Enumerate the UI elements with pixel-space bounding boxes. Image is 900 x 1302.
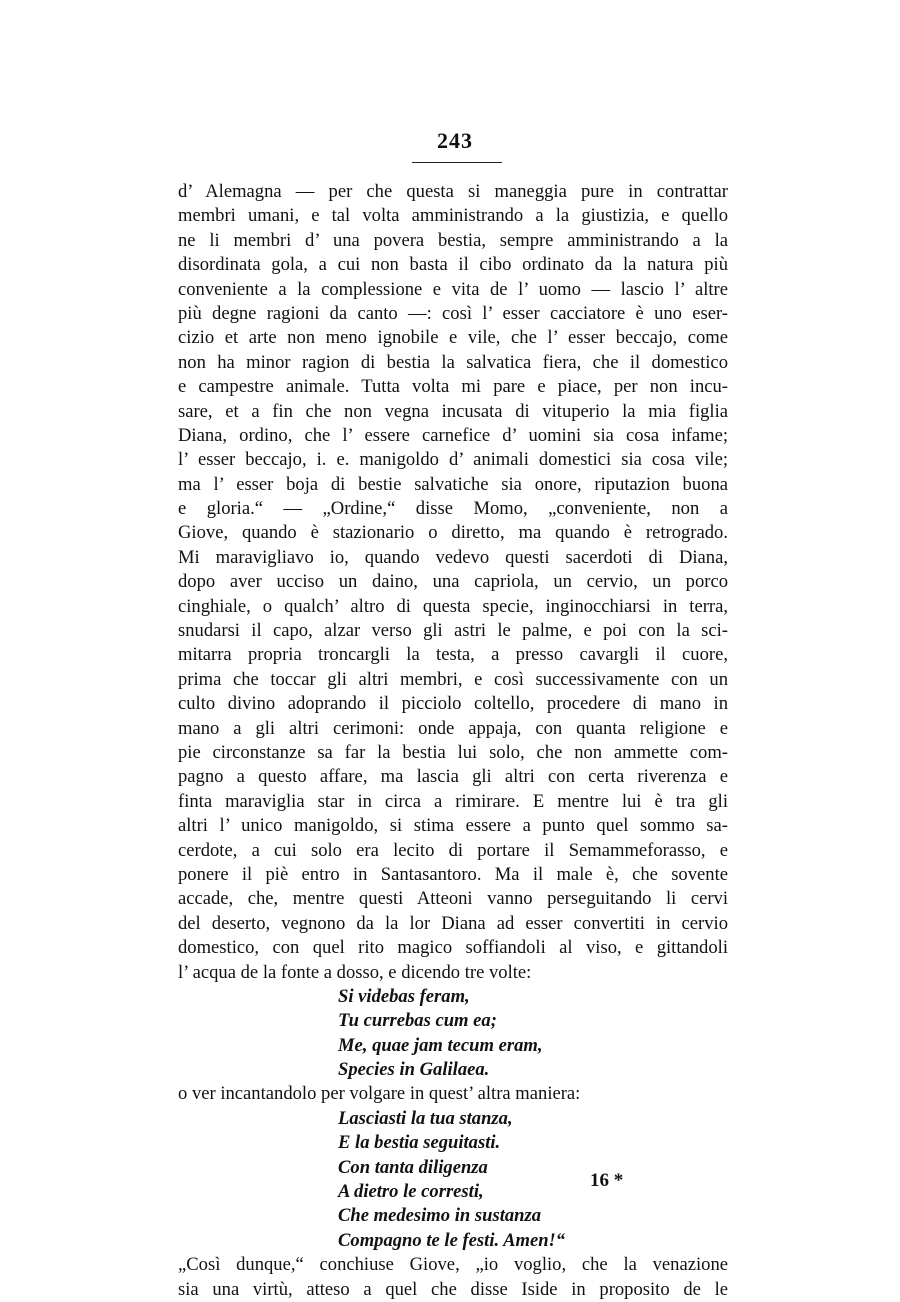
verse-line: E la bestia seguitasti. (338, 1132, 501, 1154)
text-line: Mi maravigliavo io, quando vedevo questi sacerdoti di Diana, (178, 546, 728, 568)
text-line: sare, et a fin che non vegna incusata di vituperio la mia figlia (178, 400, 728, 422)
text-line: ponere il piè entro in Santasantoro. Ma il male è, che sovente (178, 863, 728, 885)
text-line: disordinata gola, a cui non basta il cibo ordinato da la natura più (178, 254, 728, 276)
text-line: del deserto, vegnono da la lor Diana ad esser convertiti in cervio (178, 912, 728, 934)
text-line: accade, che, mentre questi Atteoni vanno perseguitando li cervi (178, 888, 728, 910)
page-number: 243 (437, 128, 473, 153)
text-line: prima che toccar gli altri membri, e così successivamente con un (178, 668, 728, 690)
text-line: conveniente a la complessione e vita de l’ uomo — lascio l’ altre (178, 278, 728, 300)
text-line: e gloria.“ — „Ordine,“ disse Momo, „conveniente, non a (178, 498, 728, 520)
verse-line: Me, quae jam tecum eram, (338, 1034, 543, 1056)
text-line: domestico, con quel rito magico soffiandoli al viso, e gittandoli (178, 937, 728, 959)
text-line: membri umani, e tal volta amministrando a la giustizia, e quello (178, 205, 728, 227)
text-line: pagno a questo affare, ma lascia gli altri con certa riverenza e (178, 766, 728, 788)
text-line: più degne ragioni da canto —: così l’ esser cacciatore è uno eser- (178, 302, 728, 324)
text-line: e campestre animale. Tutta volta mi pare e piace, per non incu- (178, 376, 728, 398)
text-line: Diana, ordino, che l’ essere carnefice d’ uomini sia cosa infame; (178, 424, 728, 446)
text-line: culto divino adoprando il picciolo coltello, procedere di mano in (178, 693, 728, 715)
verse-2 (178, 1107, 728, 1253)
text-line: cinghiale, o qualch’ altro di questa specie, inginocchiarsi in terra, (178, 595, 728, 617)
text-line: cerdote, a cui solo era lecito di portare il Semammeforasso, e (178, 839, 728, 861)
paragraph-1 (178, 180, 728, 985)
verse-line: Compagno te le festi. Amen!“ (338, 1229, 566, 1251)
verse-1 (178, 985, 728, 1083)
verse-line: Con tanta diligenza (338, 1156, 488, 1178)
text-line: „Così dunque,“ conchiuse Giove, „io voglio, che la venazione (178, 1254, 728, 1276)
verse-line: Che medesimo in sustanza (338, 1205, 542, 1227)
text-line: l’ acqua de la fonte a dosso, e dicendo tre volte: (178, 961, 532, 983)
text-line: o ver incantandolo per volgare in quest’ altra maniera: (178, 1083, 581, 1105)
text-line: sia una virtù, atteso a quel che disse Iside in proposito de le (178, 1278, 728, 1300)
text-block (178, 180, 728, 1302)
text-line: dopo aver ucciso un daino, una capriola, un cervio, un porco (178, 571, 728, 593)
text-line: mitarra propria troncargli la testa, a presso cavargli il cuore, (178, 644, 728, 666)
text-line: l’ esser beccajo, i. e. manigoldo d’ animali domestici sia cosa vile; (178, 449, 728, 471)
text-line: pie circonstanze sa far la bestia lui solo, che non ammette com- (178, 741, 728, 763)
text-line: mano a gli altri cerimoni: onde appaja, con quanta religione e (178, 717, 728, 739)
text-line: snudarsi il capo, alzar verso gli astri le palme, e poi con la sci- (178, 620, 728, 642)
text-line: finta maraviglia star in circa a rimirare. E mentre lui è tra gli (178, 790, 728, 812)
verse-line: Tu currebas cum ea; (338, 1010, 497, 1032)
text-line: Giove, quando è stazionario o diretto, ma quando è retrogrado. (178, 522, 728, 544)
verse-line: Lasciasti la tua stanza, (338, 1107, 513, 1129)
text-line: ne li membri d’ una povera bestia, sempre amministrando a la (178, 229, 728, 251)
verse-line: A dietro le corresti, (338, 1181, 484, 1203)
text-line: non ha minor ragion di bestia la salvatica fiera, che il domestico (178, 351, 728, 373)
header-rule (412, 162, 502, 163)
paragraph-3 (178, 1253, 728, 1302)
paragraph-2 (178, 1082, 728, 1106)
text-line: ma l’ esser boja di bestie salvatiche sia onore, riputazion buona (178, 473, 728, 495)
verse-line: Si videbas feram, (338, 985, 470, 1007)
verse-line: Species in Galilaea. (338, 1059, 490, 1081)
text-line: altri l’ unico manigoldo, si stima essere a punto quel sommo sa- (178, 815, 728, 837)
text-line: cizio et arte non meno ignobile e vile, che l’ esser beccajo, come (178, 327, 728, 349)
text-line: d’ Alemagna — per che questa si maneggia pure in contrattar (178, 181, 728, 202)
signature-mark: 16 * (590, 1170, 624, 1191)
